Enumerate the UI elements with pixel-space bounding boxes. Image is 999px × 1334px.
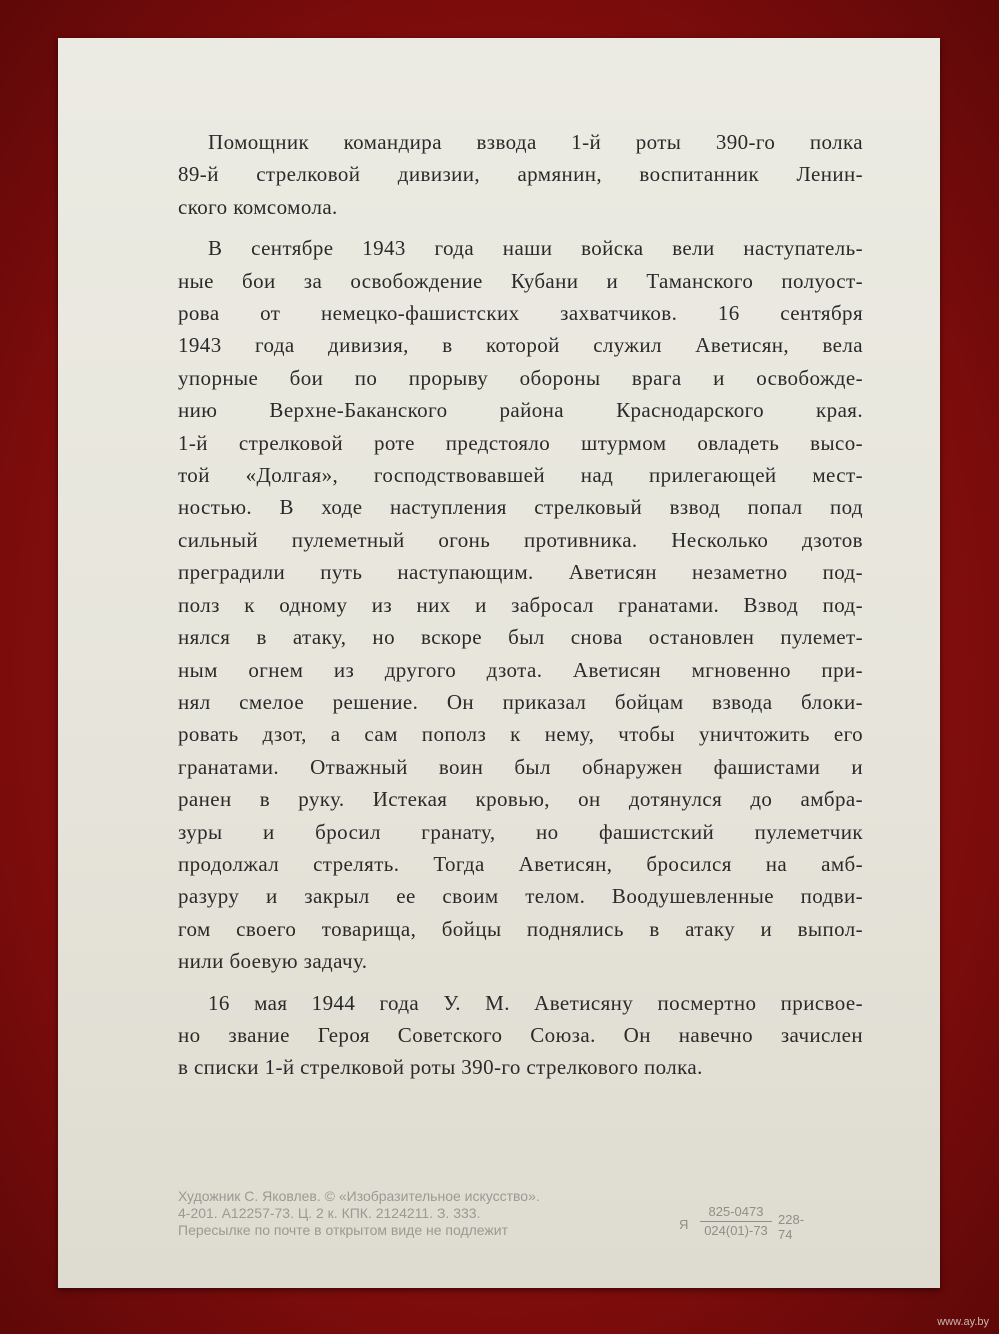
code-suffix: 228-74 — [778, 1212, 805, 1242]
text-line: Помощник командира взвода 1-й роты 390-го полка — [208, 130, 863, 154]
text-line: в списки 1-й стрелковой роты 390-го стрелкового полка. — [178, 1055, 703, 1080]
postcard-back — [58, 38, 940, 1288]
body-text — [178, 126, 863, 1093]
text-line: нили боевую задачу. — [178, 949, 368, 974]
text-line: но звание Героя Советского Союза. Он навечно зачислен — [178, 1022, 863, 1047]
code-prefix: Я — [679, 1217, 689, 1232]
text-line: зуры и бросил гранату, но фашистский пулеметчик — [178, 819, 863, 844]
imprint-artist-line: Художник С. Яковлев. © «Изобразительное искусство». — [178, 1188, 540, 1204]
text-line: 1943 года дивизия, в которой служил Аветисян, вела — [178, 333, 863, 358]
text-line: продолжал стрелять. Тогда Аветисян, бросился на амб- — [178, 851, 863, 876]
watermark: www.ay.by — [937, 1316, 989, 1328]
text-line: полз к одному из них и забросал гранатами. Взвод под- — [178, 592, 863, 617]
text-line: упорные бои по прорыву обороны врага и освобожде- — [178, 365, 863, 390]
text-line: 89-й стрелковой дивизии, армянин, воспитанник Ленин- — [178, 162, 863, 187]
code-denominator: 024(01)-73 — [704, 1223, 768, 1238]
imprint-codes-line: 4-201. А12257-73. Ц. 2 к. КПК. 2124211. З. 333. — [178, 1205, 481, 1221]
text-line: В сентябре 1943 года наши войска вели наступатель- — [208, 236, 863, 261]
text-line: ные бои за освобождение Кубани и Таманского полуост- — [178, 268, 863, 293]
text-line: рова от немецко-фашистских захватчиков. 16 сентября — [178, 301, 863, 326]
fraction-bar — [700, 1221, 772, 1222]
paragraph — [178, 126, 863, 223]
text-line: ностью. В ходе наступления стрелковый взвод попал под — [178, 495, 863, 520]
code-numerator: 825-0473 — [708, 1204, 764, 1219]
text-line: той «Долгая», господствовавшей над прилегающей мест- — [178, 463, 863, 488]
text-line: гом своего товарища, бойцы поднялись в атаку и выпол- — [178, 916, 863, 941]
text-line: ранен в руку. Истекая кровью, он дотянулся до амбра- — [178, 787, 863, 812]
text-line: преградили путь наступающим. Аветисян незаметно под- — [178, 560, 863, 585]
paragraph — [178, 987, 863, 1084]
text-line: 16 мая 1944 года У. М. Аветисяну посмертно присвое- — [208, 990, 863, 1015]
code-fraction — [700, 1204, 772, 1239]
text-line: 1-й стрелковой роте предстояло штурмом овладеть высо- — [178, 430, 863, 455]
paragraph — [178, 232, 863, 977]
text-line: ным огнем из другого дзота. Аветисян мгновенно при- — [178, 657, 863, 682]
text-line: ского комсомола. — [178, 194, 338, 219]
text-line: разуру и закрыл ее своим телом. Воодушевленные подви- — [178, 884, 863, 909]
text-line: нялся в атаку, но вскоре был снова остановлен пулемет- — [178, 625, 863, 650]
text-line: нию Верхне-Баканского района Краснодарского края. — [178, 398, 863, 423]
text-line: гранатами. Отважный воин был обнаружен фашистами и — [178, 754, 863, 779]
text-line: нял смелое решение. Он приказал бойцам взвода блоки- — [178, 689, 863, 714]
text-line: сильный пулеметный огонь противника. Несколько дзотов — [178, 527, 863, 552]
imprint-postal-note: Пересылке по почте в открытом виде не подлежит — [178, 1222, 509, 1238]
text-line: ровать дзот, а сам пополз к нему, чтобы уничтожить его — [178, 722, 863, 747]
